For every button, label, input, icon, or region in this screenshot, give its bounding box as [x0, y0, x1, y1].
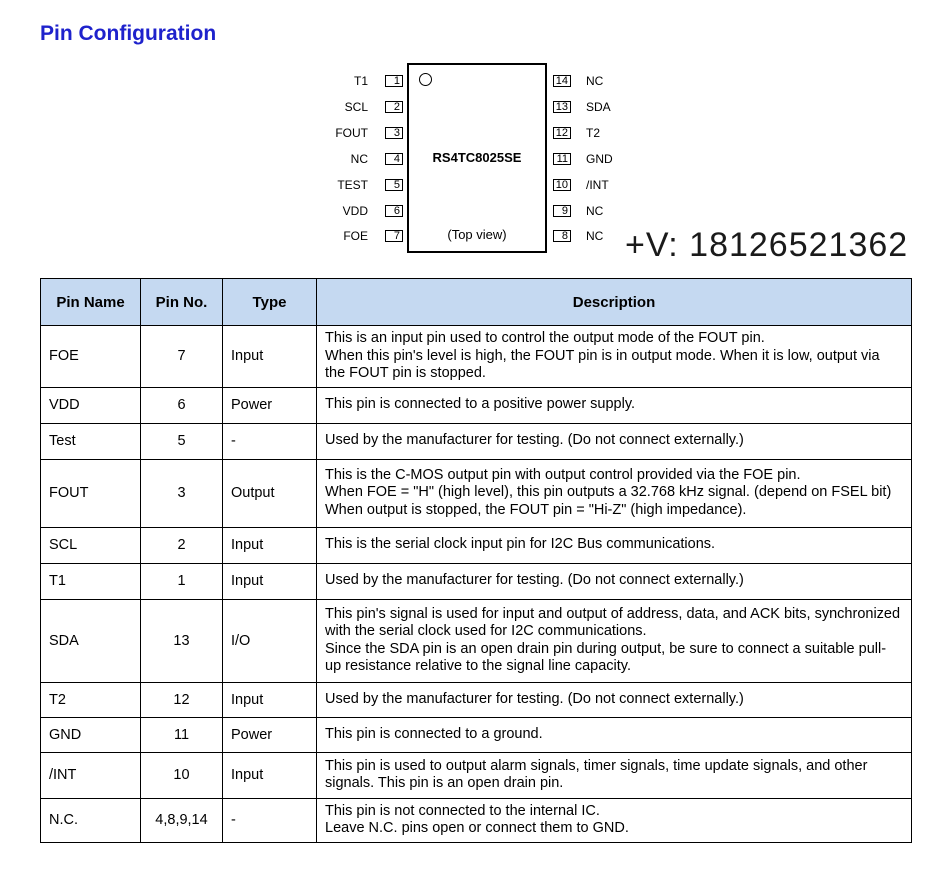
description-line: This pin is used to output alarm signals, timer signals, time update signals, and other: [325, 757, 868, 774]
header-type: Type: [223, 279, 317, 326]
cell-type: Output: [223, 459, 317, 527]
cell-type: Input: [223, 326, 317, 388]
description-line: When this pin's level is high, the FOUT pin is in output mode. When it is low, output via: [325, 347, 880, 364]
table-row: [41, 527, 912, 563]
cell-description: [317, 423, 912, 459]
left-pin-number: 6: [385, 205, 403, 217]
watermark-contact: +V: 18126521362: [625, 226, 909, 264]
cell-pin-no: 13: [141, 599, 223, 682]
description-line: up resistance relative to the signal line capacity.: [325, 658, 632, 674]
description-line: Since the SDA pin is an open drain pin during output, be sure to connect a suitable pull-: [325, 640, 887, 657]
pin-table: [40, 278, 912, 843]
cell-pin-name: N.C.: [41, 798, 141, 842]
description-line: Used by the manufacturer for testing. (Do not connect externally.): [325, 432, 744, 449]
description-line: This pin is connected to a positive power supply.: [325, 396, 636, 413]
cell-description: [317, 798, 912, 842]
cell-pin-no: 1: [141, 563, 223, 599]
left-pin-number: 2: [385, 101, 403, 113]
right-pin-label: GND: [586, 151, 613, 166]
table-row: [41, 752, 912, 798]
description-line: When output is stopped, the FOUT pin = "Hi-Z" (high impedance).: [325, 501, 747, 518]
left-pin-label: FOUT: [335, 125, 368, 140]
cell-pin-no: 3: [141, 459, 223, 527]
right-pin-number: 11: [553, 153, 571, 165]
left-pin-label: NC: [350, 151, 368, 166]
cell-pin-no: 5: [141, 423, 223, 459]
cell-pin-name: SDA: [41, 599, 141, 682]
left-pin-label: T1: [353, 74, 368, 88]
cell-type: I/O: [223, 599, 317, 682]
cell-pin-name: T1: [41, 563, 141, 599]
cell-description: [317, 599, 912, 682]
cell-type: Input: [223, 752, 317, 798]
right-pin-label: SDA: [586, 99, 611, 114]
header-pin-no: Pin No.: [141, 279, 223, 326]
table-row: [41, 387, 912, 423]
right-pin-number: 8: [553, 230, 571, 242]
left-pin-number: 5: [385, 179, 403, 191]
cell-description: [317, 387, 912, 423]
table-row: [41, 798, 912, 842]
description-line: the FOUT pin is stopped.: [325, 365, 486, 381]
right-pin-number: 10: [553, 179, 571, 191]
cell-type: Input: [223, 527, 317, 563]
table-row: [41, 423, 912, 459]
cell-description: [317, 563, 912, 599]
description-line: Leave N.C. pins open or connect them to GND.: [325, 820, 629, 836]
right-pin-label: /INT: [586, 177, 609, 192]
cell-pin-name: /INT: [41, 752, 141, 798]
chip-package: [407, 63, 547, 253]
cell-description: [317, 527, 912, 563]
description-line: This pin is not connected to the internal IC.: [325, 802, 600, 819]
cell-pin-name: T2: [41, 682, 141, 717]
cell-pin-name: SCL: [41, 527, 141, 563]
cell-type: Power: [223, 717, 317, 752]
right-pin-label: T2: [586, 125, 601, 140]
left-pin-number: 3: [385, 127, 403, 139]
table-row: [41, 563, 912, 599]
cell-pin-name: Test: [41, 423, 141, 459]
description-line: signals. This pin is an open drain pin.: [325, 775, 564, 791]
cell-pin-name: FOE: [41, 326, 141, 388]
description-line: This is the C-MOS output pin with output control provided via the FOE pin.: [325, 466, 801, 483]
table-row: [41, 326, 912, 388]
cell-description: [317, 459, 912, 527]
cell-type: -: [223, 423, 317, 459]
part-number: RS4TC8025SE: [432, 150, 522, 165]
description-line: with the serial clock used for I2C communications.: [325, 623, 647, 639]
cell-pin-no: 2: [141, 527, 223, 563]
left-pin-label: VDD: [342, 203, 368, 218]
cell-type: Input: [223, 563, 317, 599]
right-pin-label: NC: [586, 74, 604, 88]
table-header-row: [41, 279, 912, 326]
left-pin-label: TEST: [337, 177, 368, 192]
cell-pin-no: 10: [141, 752, 223, 798]
right-pin-label: NC: [586, 203, 604, 218]
cell-pin-no: 7: [141, 326, 223, 388]
cell-pin-name: VDD: [41, 387, 141, 423]
pin1-marker: [419, 73, 432, 86]
header-description: Description: [317, 279, 912, 326]
description-line: This is an input pin used to control the output mode of the FOUT pin.: [325, 330, 765, 346]
left-pin-number: 1: [385, 75, 403, 87]
table-row: [41, 682, 912, 717]
page-title: Pin Configuration: [40, 22, 217, 45]
table-row: [41, 717, 912, 752]
right-pin-number: 12: [553, 127, 571, 139]
cell-pin-no: 6: [141, 387, 223, 423]
view-label: (Top view): [447, 227, 507, 242]
description-line: Used by the manufacturer for testing. (Do not connect externally.): [325, 572, 744, 589]
cell-pin-no: 12: [141, 682, 223, 717]
description-line: This pin's signal is used for input and output of address, data, and ACK bits, synchronized: [325, 605, 901, 622]
description-line: This is the serial clock input pin for I2C Bus communications.: [325, 536, 716, 553]
cell-description: [317, 752, 912, 798]
cell-description: [317, 326, 912, 388]
cell-pin-name: GND: [41, 717, 141, 752]
table-row: [41, 459, 912, 527]
cell-pin-name: FOUT: [41, 459, 141, 527]
right-pin-label: NC: [586, 229, 604, 244]
cell-pin-no: 11: [141, 717, 223, 752]
left-pin-number: 4: [385, 153, 403, 165]
left-pin-number: 7: [385, 230, 403, 242]
cell-description: [317, 717, 912, 752]
right-pin-number: 13: [553, 101, 571, 113]
left-pin-label: FOE: [343, 229, 368, 244]
table-row: [41, 599, 912, 682]
right-pin-number: 14: [553, 75, 571, 87]
cell-type: Power: [223, 387, 317, 423]
description-line: Used by the manufacturer for testing. (Do not connect externally.): [325, 690, 744, 707]
cell-type: -: [223, 798, 317, 842]
description-line: When FOE = "H" (high level), this pin outputs a 32.768 kHz signal. (depend on FSEL bit): [325, 484, 892, 501]
left-pin-label: SCL: [344, 99, 368, 114]
cell-type: Input: [223, 682, 317, 717]
cell-pin-no: 4,8,9,14: [141, 798, 223, 842]
right-pin-number: 9: [553, 205, 571, 217]
description-line: This pin is connected to a ground.: [325, 725, 543, 742]
header-pin-name: Pin Name: [41, 279, 141, 326]
cell-description: [317, 682, 912, 717]
